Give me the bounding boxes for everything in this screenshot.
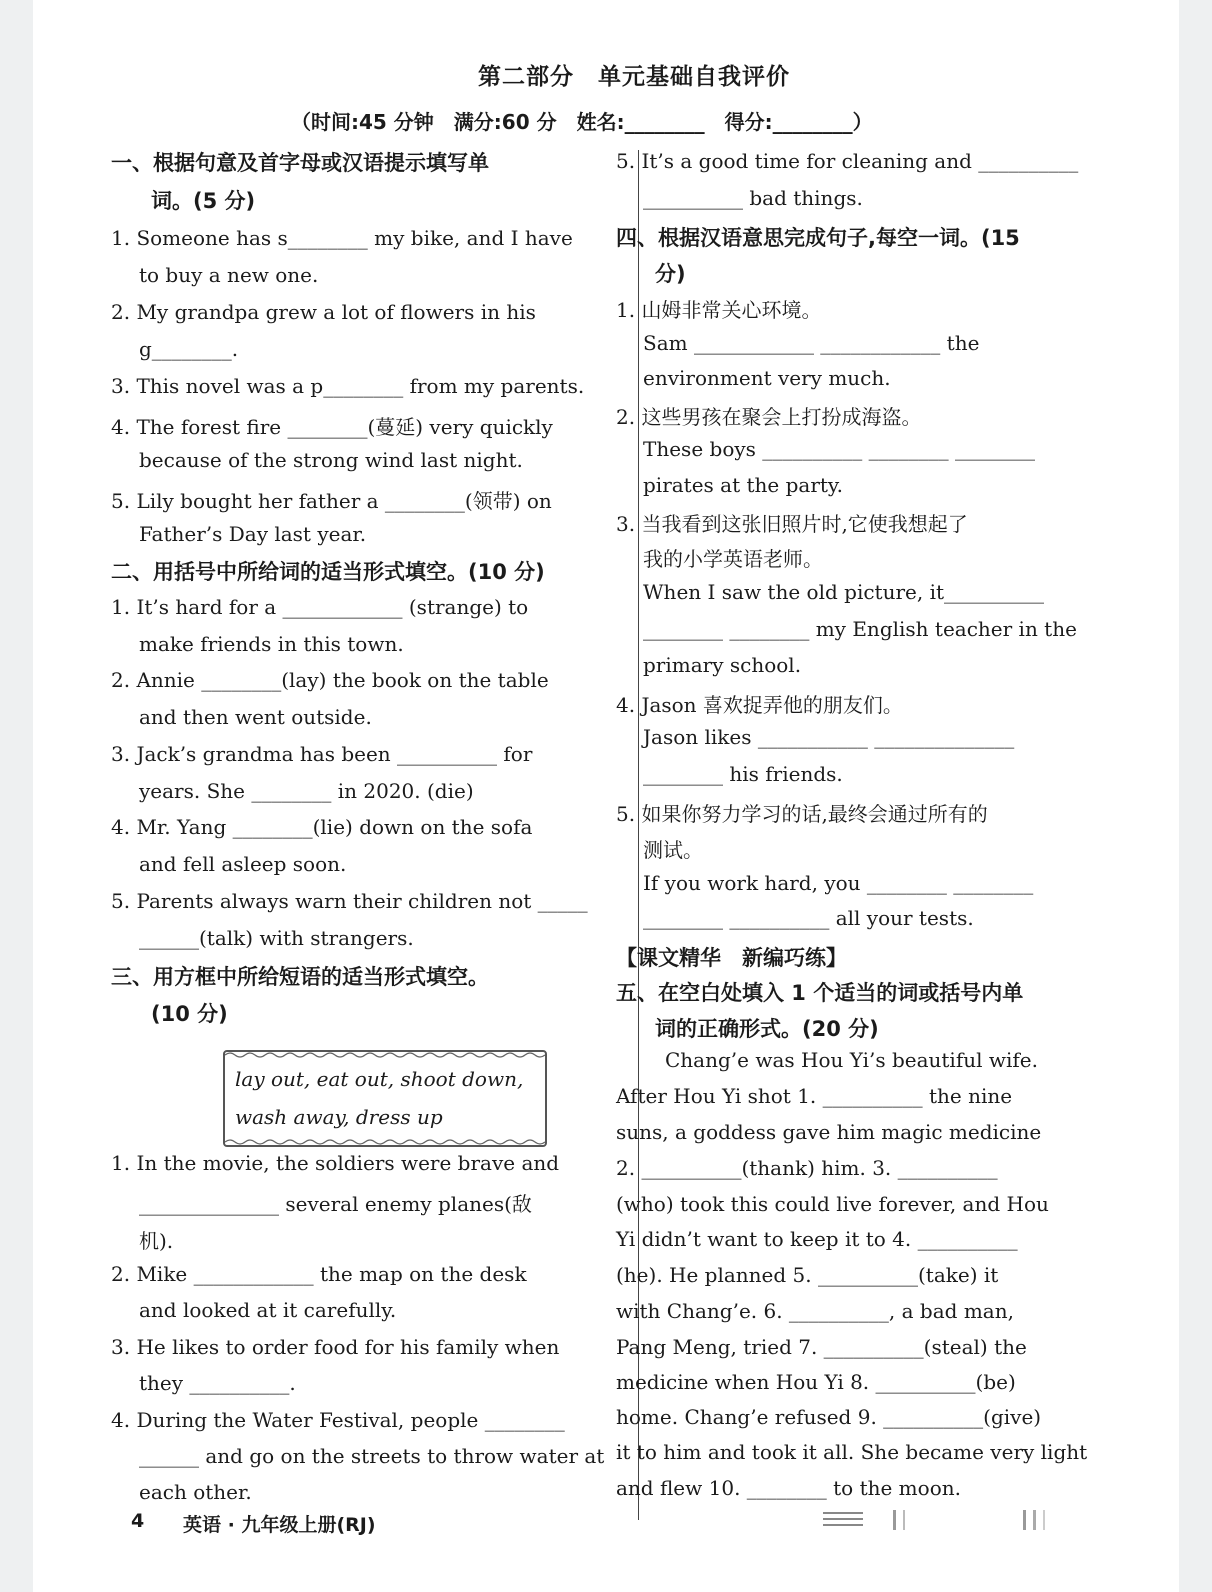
exam-info: （时间:45 分钟 满分:60 分 姓名:________ 得分:________） [291,110,873,134]
question: 5. Parents always warn their children not _____ [111,889,588,913]
bracket-heading: 【课文精华 新编巧练】 [616,946,847,970]
question: 1. Someone has s________ my bike, and I have [111,226,573,250]
question: 3. 当我看到这张旧照片时,它使我想起了 [616,512,968,536]
question-cont: Jason likes ___________ ______________ [643,725,1015,749]
question: 2. Mike ____________ the map on the desk [111,1262,527,1286]
question-cont: ________ ________ my English teacher in the [643,617,1077,641]
question: 5. 如果你努力学习的话,最终会通过所有的 [616,802,988,826]
question-cont: pirates at the party. [643,473,843,497]
question: 3. Jack’s grandma has been __________ for [111,742,533,766]
passage-line: and flew 10. ________ to the moon. [616,1476,961,1500]
question-cont: ______ and go on the streets to throw water at [139,1444,605,1468]
question-cont: and fell asleep soon. [139,852,347,876]
passage-line: it to him and took it all. She became very light [616,1440,1088,1464]
question-cont: primary school. [643,653,802,677]
question-cont: If you work hard, you ________ ________ [643,871,1034,895]
question: 4. During the Water Festival, people ________ [111,1408,565,1432]
question: 2. Annie ________(lay) the book on the table [111,668,549,692]
section-1-heading: 一、根据句意及首字母或汉语提示填写单 [111,151,489,175]
question-cont: 测试。 [643,838,703,862]
barcode-decoration [823,1508,1153,1534]
question: 1. In the movie, the soldiers were brave and [111,1151,560,1175]
question: 2. 这些男孩在聚会上打扮成海盗。 [616,405,922,429]
question-cont: they __________. [139,1371,296,1395]
passage-line: medicine when Hou Yi 8. __________(be) [616,1370,1016,1394]
question-cont: because of the strong wind last night. [139,448,523,472]
passage-line: After Hou Yi shot 1. __________ the nine [616,1084,1013,1108]
question: 2. My grandpa grew a lot of flowers in his [111,300,536,324]
box-bottom-border-decoration [225,1138,545,1146]
question-cont: __________ bad things. [643,186,863,210]
worksheet-page [33,0,1179,1592]
section-2-heading: 二、用括号中所给词的适当形式填空。(10 分) [111,560,545,584]
page-number: 4 [131,1510,145,1532]
question: 4. The forest fire ________(蔓延) very quickly [111,415,553,439]
question-cont: to buy a new one. [139,263,319,287]
question-cont: make friends in this town. [139,632,404,656]
section-3-heading: 三、用方框中所给短语的适当形式填空。 [111,965,489,989]
book-title: 英语 · 九年级上册(RJ) [183,1514,376,1536]
section-3-heading-cont: (10 分) [151,1002,228,1026]
question-cont: g________. [139,337,239,361]
page-title: 第二部分 单元基础自我评价 [478,64,790,90]
question-cont: Sam ____________ ____________ the [643,331,980,355]
question-cont: ________ __________ all your tests. [643,906,974,930]
passage-line: Chang’e was Hou Yi’s beautiful wife. [665,1048,1038,1072]
section-4-heading-cont: 分) [655,262,686,286]
passage-line: home. Chang’e refused 9. __________(give) [616,1405,1042,1429]
section-5-heading: 五、在空白处填入 1 个适当的词或括号内单 [616,981,1024,1005]
question-cont: ______(talk) with strangers. [139,926,414,950]
question: 5. Lily bought her father a ________(领带) on [111,489,552,513]
box-top-border-decoration [225,1051,545,1059]
question-cont: These boys __________ ________ ________ [643,437,1035,461]
question: 4. Mr. Yang ________(lie) down on the sofa [111,815,533,839]
section-4-heading: 四、根据汉语意思完成句子,每空一词。(15 [616,226,1020,250]
question-cont: Father’s Day last year. [139,522,367,546]
question: 4. Jason 喜欢捉弄他的朋友们。 [616,693,903,717]
section-1-heading-cont: 词。(5 分) [151,189,256,213]
question-cont: and looked at it carefully. [139,1298,397,1322]
passage-line: with Chang’e. 6. __________, a bad man, [616,1299,1014,1323]
question-cont: each other. [139,1480,252,1504]
question: 3. He likes to order food for his family when [111,1335,560,1359]
question: 5. It’s a good time for cleaning and __________ [616,149,1079,173]
question-cont: 我的小学英语老师。 [643,547,823,571]
question: 1. 山姆非常关心环境。 [616,298,822,322]
question: 1. It’s hard for a ____________ (strange) to [111,595,529,619]
section-5-heading-cont: 词的正确形式。(20 分) [655,1017,879,1041]
passage-line: 2. __________(thank) him. 3. __________ [616,1156,998,1180]
question-cont: ________ his friends. [643,762,843,786]
question-cont: environment very much. [643,366,891,390]
passage-line: Pang Meng, tried 7. __________(steal) the [616,1335,1027,1359]
question-cont: 机). [139,1229,174,1253]
passage-line: suns, a goddess gave him magic medicine [616,1120,1042,1144]
question-cont: ______________ several enemy planes(敌 [139,1192,532,1216]
question: 3. This novel was a p________ from my parents. [111,374,585,398]
phrase-list-line: wash away, dress up [235,1105,443,1129]
passage-line: (he). He planned 5. __________(take) it [616,1263,999,1287]
passage-line: (who) took this could live forever, and Hou [616,1192,1049,1216]
question-cont: and then went outside. [139,705,372,729]
question-cont: years. She ________ in 2020. (die) [139,779,474,803]
phrase-list-line: lay out, eat out, shoot down, [235,1067,524,1091]
passage-line: Yi didn’t want to keep it to 4. __________ [616,1227,1018,1251]
phrase-box [223,1050,547,1147]
question-cont: When I saw the old picture, it__________ [643,580,1045,604]
